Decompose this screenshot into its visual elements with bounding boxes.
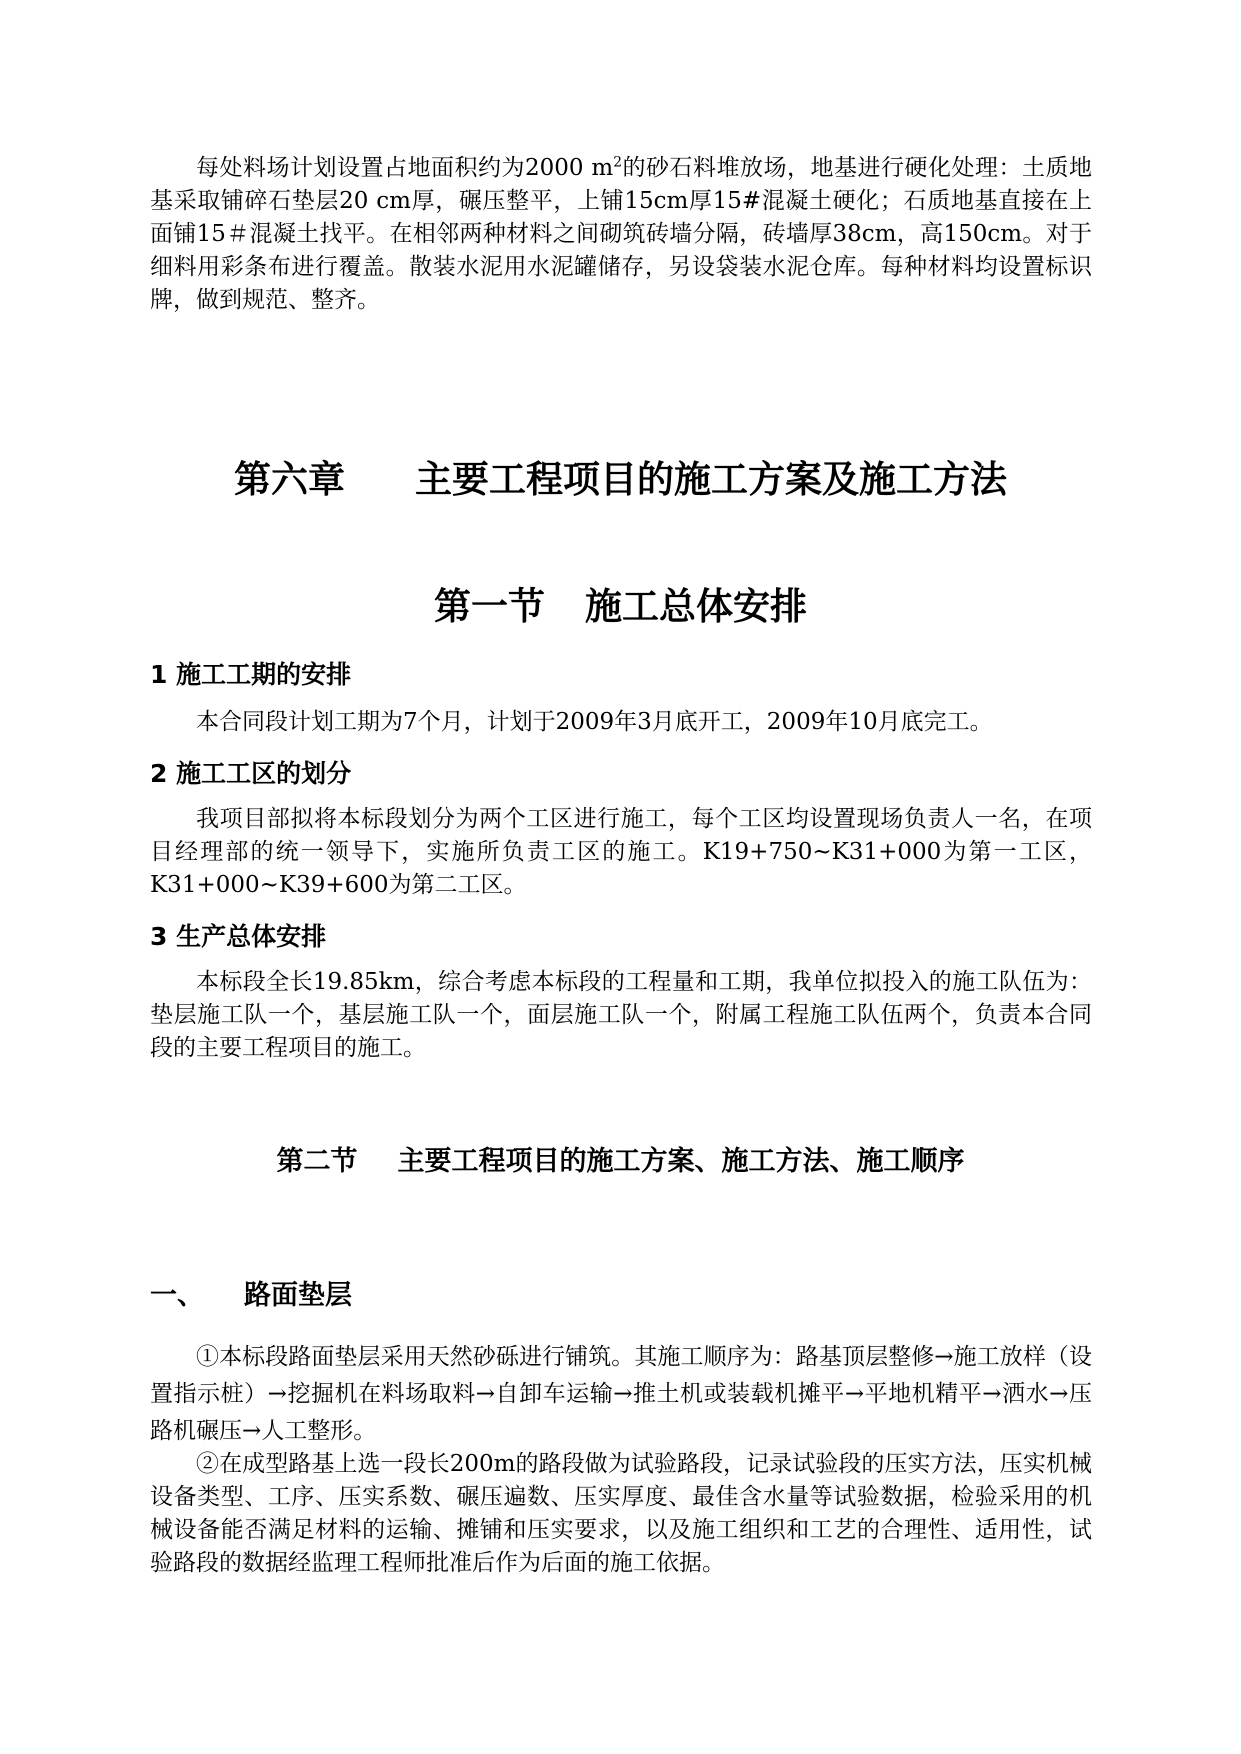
subsection3-paragraph: 本标段全长19.85km，综合考虑本标段的工程量和工期，我单位拟投入的施工队伍为：垫层施工队一个，基层施工队一个，面层施工队一个，附属工程施工队伍两个，负责本合同段的主要工程项目的施工。 <box>150 969 1092 1061</box>
chapter-number: 第六章 <box>234 458 345 501</box>
section1-heading <box>0 582 1241 632</box>
chapter-title: 主要工程项目的施工方案及施工方法 <box>415 458 1007 501</box>
section2-title: 主要工程项目的施工方案、施工方法、施工顺序 <box>397 1146 965 1177</box>
part1-number: 一、 <box>150 1280 204 1311</box>
part1-paragraph1: ①本标段路面垫层采用天然砂砾进行铺筑。其施工顺序为：路基顶层整修→施工放样（设置指示桩）→挖掘机在料场取料→自卸车运输→推土机或装载机摊平→平地机精平→洒水→压路机碾压→人工整形。 <box>150 1344 1092 1444</box>
subsection1-heading: 1 施工工期的安排 <box>150 660 352 689</box>
superscript-two: 2 <box>613 154 622 171</box>
part1-heading <box>150 1278 352 1314</box>
intro-text-part2: 的砂石料堆放场，地基进行硬化处理：土质地基采取铺碎石垫层20 cm厚，碾压整平，上铺15cm厚15#混凝土硬化；石质地基直接在上面铺15＃混凝土找平。在相邻两种材料之间砌筑砖墙分隔，砖墙厚38cm，高150cm。对于细料用彩条布进行覆盖。散装水泥用水泥罐储存，另设袋装水泥仓库。每种材料均设置标识牌，做到规范、整齐。 <box>150 155 1093 313</box>
section1-title: 施工总体安排 <box>585 585 807 628</box>
intro-text-part1: 每处料场计划设置占地面积约为2000 m <box>196 155 614 181</box>
subsection1-paragraph: 本合同段计划工期为7个月，计划于2009年3月底开工，2009年10月底完工。 <box>196 709 993 735</box>
part1-paragraph2: ②在成型路基上选一段长200m的路段做为试验路段，记录试验段的压实方法，压实机械设备类型、工序、压实系数、碾压遍数、压实厚度、最佳含水量等试验数据，检验采用的机械设备能否满足材料的运输、摊铺和压实要求，以及施工组织和工艺的合理性、适用性，试验路段的数据经监理工程师批准后作为后面的施工依据。 <box>150 1451 1092 1576</box>
section1-number: 第一节 <box>434 585 545 628</box>
subsection3-heading: 3 生产总体安排 <box>150 922 327 951</box>
intro-paragraph <box>150 152 1092 317</box>
chapter-heading <box>0 455 1241 505</box>
subsection2-heading: 2 施工工区的划分 <box>150 759 352 788</box>
section2-number: 第二节 <box>276 1146 358 1177</box>
part1-title: 路面垫层 <box>244 1280 352 1311</box>
subsection2-paragraph: 我项目部拟将本标段划分为两个工区进行施工，每个工区均设置现场负责人一名，在项目经理部的统一领导下，实施所负责工区的施工。K19+750~K31+000为第一工区，K31+000~K39+600为第二工区。 <box>150 806 1092 898</box>
section2-heading <box>0 1142 1241 1182</box>
